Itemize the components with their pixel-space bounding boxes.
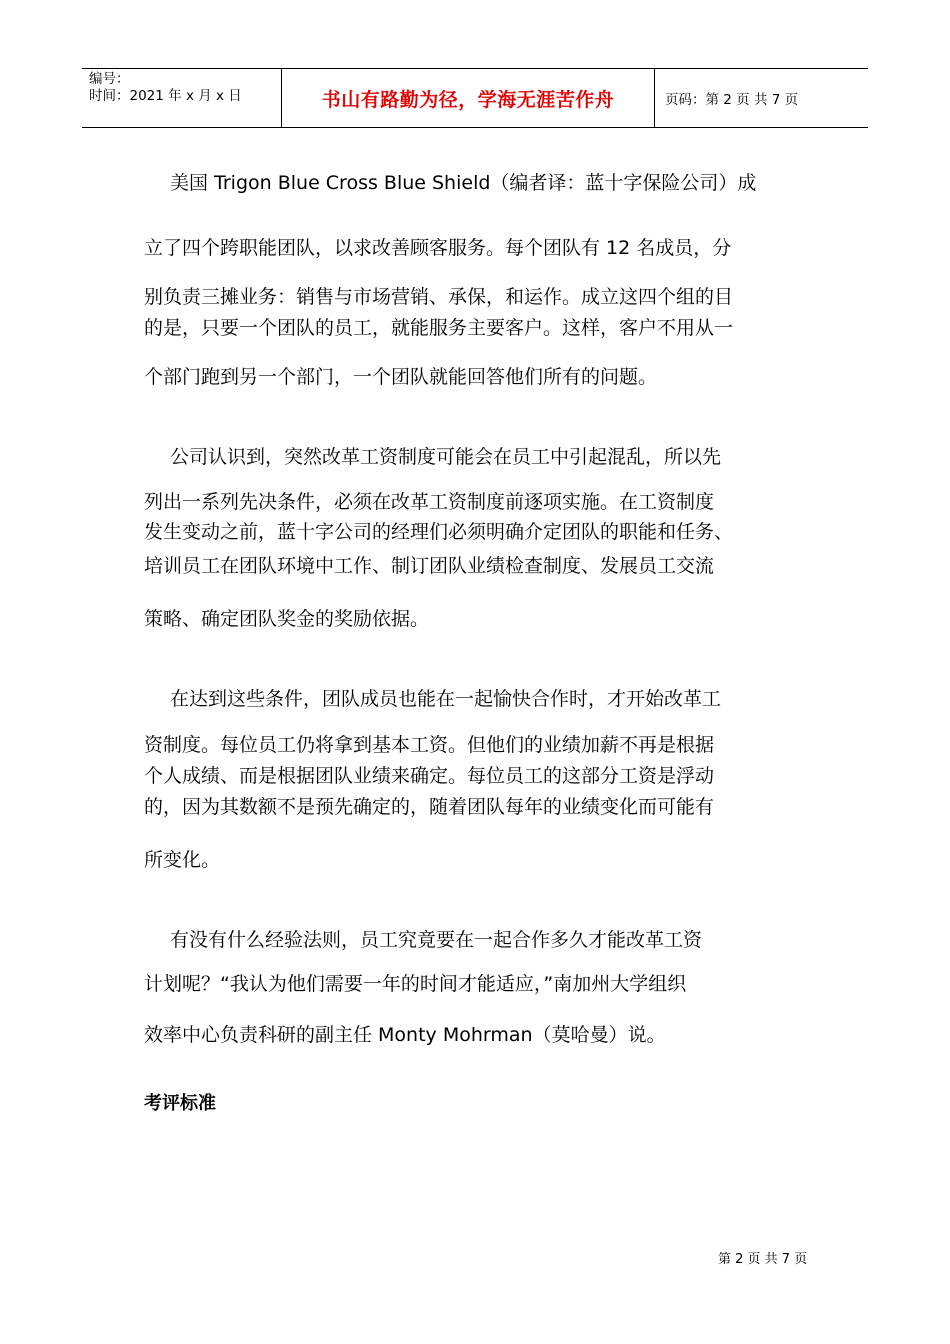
paragraph-line: 的，因为其数额不是预先确定的，随着团队每年的业绩变化而可能有 xyxy=(144,796,715,818)
paragraph-line: 个部门跑到另一个部门，一个团队就能回答他们所有的问题。 xyxy=(144,366,658,388)
paragraph-line: 立了四个跨职能团队，以求改善顾客服务。每个团队有 12 名成员，分 xyxy=(144,237,732,259)
paragraph-line: 效率中心负责科研的副主任 Monty Mohrman（莫哈曼）说。 xyxy=(144,1024,666,1046)
header-meta xyxy=(82,69,282,127)
paragraph-line: 有没有什么经验法则，员工究竟要在一起合作多久才能改革工资 xyxy=(170,929,703,951)
paragraph-line: 列出一系列先决条件，必须在改革工资制度前逐项实施。在工资制度 xyxy=(144,491,715,513)
paragraph-line: 计划呢？“我认为他们需要一年的时间才能适应，”南加州大学组织 xyxy=(144,973,687,995)
header-page-info: 页码：第 2 页 共 7 页 xyxy=(665,92,799,108)
page-footer: 第 2 页 共 7 页 xyxy=(718,1252,808,1267)
paragraph-line: 个人成绩、而是根据团队业绩来确定。每位员工的这部分工资是浮动 xyxy=(144,765,715,787)
paragraph-line: 培训员工在团队环境中工作、制订团队业绩检查制度、发展员工交流 xyxy=(144,555,715,577)
paragraph-line: 在达到这些条件，团队成员也能在一起愉快合作时，才开始改革工 xyxy=(170,688,722,710)
header-motto: 书山有路勤为径，学海无涯苦作舟 xyxy=(282,69,655,127)
paragraph-line: 策略、确定团队奖金的奖励依据。 xyxy=(144,608,430,630)
serial-number-label: 编号： xyxy=(89,71,130,87)
paragraph-line: 的是，只要一个团队的员工，就能服务主要客户。这样，客户不用从一 xyxy=(144,317,734,339)
paragraph-line: 公司认识到，突然改革工资制度可能会在员工中引起混乱，所以先 xyxy=(170,446,722,468)
paragraph-line: 资制度。每位员工仍将拿到基本工资。但他们的业绩加薪不再是根据 xyxy=(144,734,715,756)
section-heading: 考评标准 xyxy=(144,1093,216,1114)
date-label: 时间：2021 年 x 月 x 日 xyxy=(89,88,242,104)
paragraph-line: 所变化。 xyxy=(144,849,221,871)
paragraph-line: 别负责三摊业务：销售与市场营销、承保，和运作。成立这四个组的目 xyxy=(144,286,734,308)
paragraph-line: 发生变动之前，蓝十字公司的经理们必须明确介定团队的职能和任务、 xyxy=(144,521,734,543)
page-header xyxy=(82,68,868,128)
paragraph-line: 美国 Trigon Blue Cross Blue Shield（编者译：蓝十字保险公司）成 xyxy=(170,172,757,194)
